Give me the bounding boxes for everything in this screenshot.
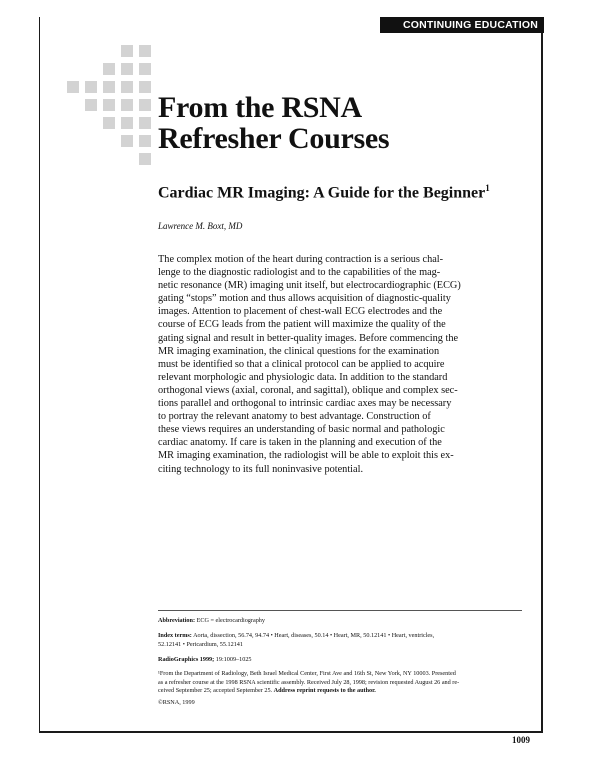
abstract-line: The complex motion of the heart during contraction is a serious chal- [158, 254, 444, 265]
author-byline: Lawrence M. Boxt, MD [158, 221, 243, 231]
abstract-line: relevant morphologic and physiologic data. In addition to the standard [158, 371, 448, 383]
abstract-line: MR imaging examination, the clinical questions for the examination [158, 345, 440, 357]
abstract-line: gating “stops” motion and thus allows acquisition of diagnostic-quality [158, 293, 451, 305]
abstract-line: these views requires an understanding of basic normal and pathologic [158, 424, 445, 436]
abbreviation-note [158, 617, 528, 626]
series-title-line: Refresher Courses [158, 122, 390, 155]
index-terms-text: Aorta, dissection, 56.74, 94.74 • Heart, diseases, 50.14 • Heart, MR, 50.12141 • Heart, ventricles, [193, 632, 435, 639]
journal-text: 19:1009–1025 [215, 656, 252, 663]
index-terms-label: Index terms: [158, 632, 192, 639]
series-title-line: From the RSNA [158, 91, 362, 124]
abstract-line: cardiac anatomy. If care is taken in the planning and execution of the [158, 437, 442, 449]
abstract [158, 253, 530, 476]
affiliation-line: ¹From the Department of Radiology, Beth Israel Medical Center, First Ave and 16th St, New York, NY 10003. Presented [158, 670, 456, 677]
abbreviation-text: ECG = electrocardiography [196, 617, 265, 624]
article-title [158, 179, 538, 202]
abstract-line: tions parallel and orthogonal to intrinsic cardiac axes may be necessary [158, 398, 452, 410]
abstract-line: lenge to the diagnostic radiologist and to the capabilities of the mag- [158, 267, 441, 279]
abstract-line: citing technology to its full noninvasive potential. [158, 463, 364, 475]
journal-label: RadioGraphics 1999; [158, 656, 215, 663]
abstract-line: netic resonance (MR) imaging unit itself, but electrocardiographic (ECG) [158, 280, 461, 292]
abstract-line: to portray the relevant anatomy to best advantage. Construction of [158, 411, 431, 423]
abstract-line: gating signal and result in better-quality images. Before commencing the [158, 332, 459, 344]
abstract-line: must be identified so that a clinical protocol can be applied to acquire [158, 358, 445, 370]
section-banner: CONTINUING EDUCATION [380, 17, 544, 33]
affiliation-line: ceived September 25; accepted September 25. [158, 687, 273, 695]
footnote-divider [158, 610, 522, 611]
footnote-mark: 1 [485, 183, 490, 193]
copyright: ©RSNA, 1999 [158, 699, 195, 706]
index-terms [158, 632, 528, 649]
abbreviation-label: Abbreviation: [158, 617, 196, 624]
index-terms-text: 52.12141 • Pericardium, 55.12141 [158, 640, 243, 648]
series-title [158, 92, 538, 154]
journal-citation [158, 656, 528, 665]
affiliation-line: as a refresher course at the 1998 RSNA scientific assembly. Received July 28, 1998; revision requested August 26 and re- [158, 678, 460, 686]
page-number: 1009 [512, 735, 530, 745]
reprint-requests: Address reprint requests to the author. [273, 687, 376, 695]
abstract-line: course of ECG leads from the patient will maximize the quality of the [158, 319, 446, 331]
abstract-line: orthogonal views (axial, coronal, and sagittal), oblique and complex sec- [158, 384, 458, 396]
abstract-line: images. Attention to placement of chest-wall ECG electrodes and the [158, 306, 443, 318]
article-title-text: Cardiac MR Imaging: A Guide for the Beginner [158, 184, 486, 202]
abstract-line: MR imaging examination, the radiologist will be able to exploit this ex- [158, 450, 454, 462]
affiliation-note [158, 670, 528, 696]
